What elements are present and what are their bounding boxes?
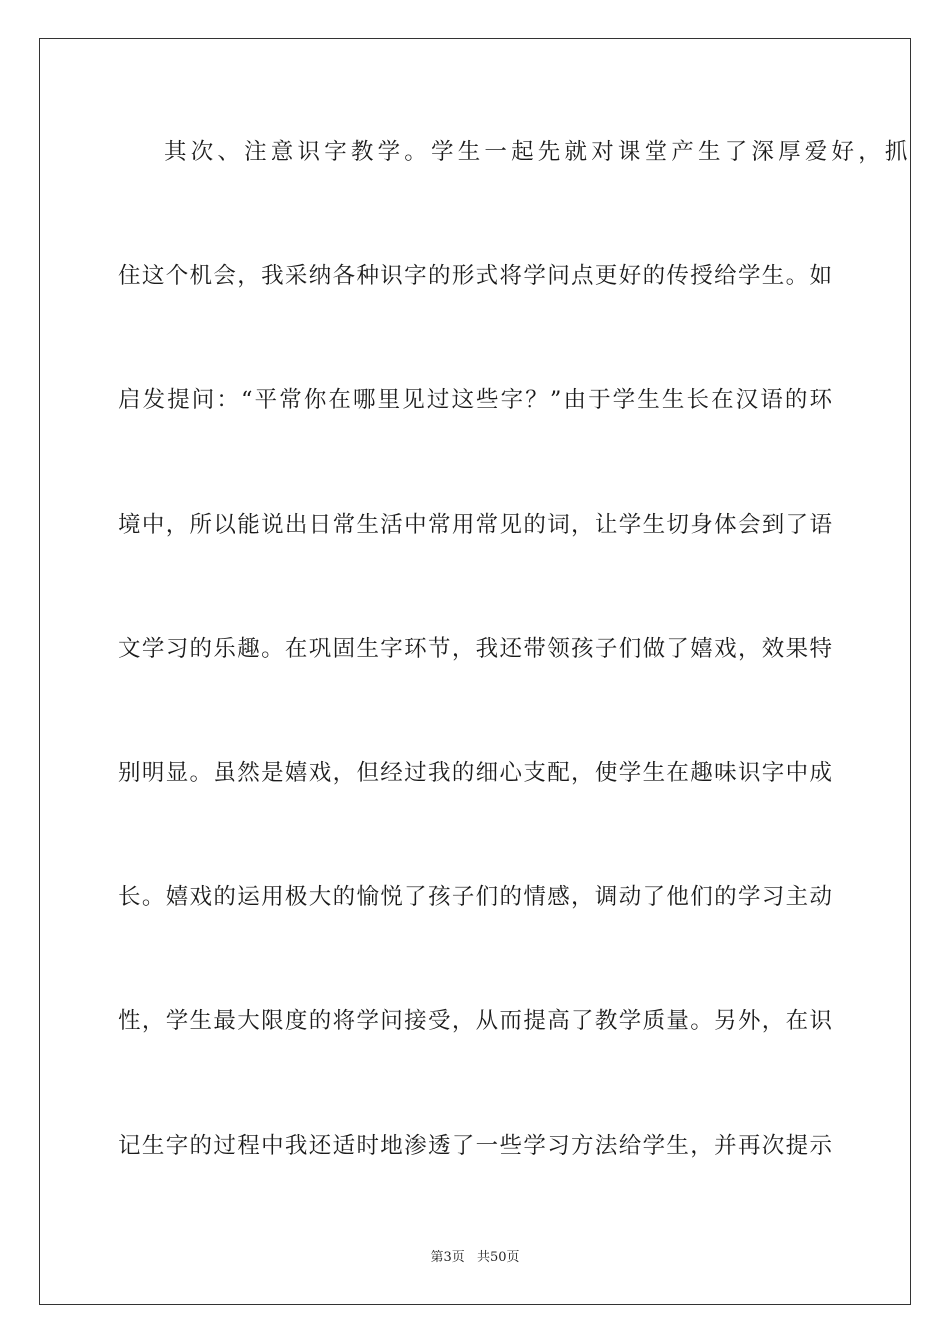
page-number: 第3页: [430, 1250, 465, 1265]
paragraph-line-1: 其次、注意识字教学。学生一起先就对课堂产生了深厚爱好，抓: [164, 139, 912, 165]
paragraph-line-6: 别明显。虽然是嬉戏，但经过我的细心支配，使学生在趣味识字中成: [118, 759, 832, 786]
paragraph-line-4: 境中，所以能说出日常生活中常用常见的词，让学生切身体会到了语: [118, 511, 832, 538]
paragraph-line-5: 文学习的乐趣。在巩固生字环节，我还带领孩子们做了嬉戏，效果特: [118, 635, 832, 662]
paragraph-line-3: 启发提问：“平常你在哪里见过这些字？”由于学生生长在汉语的环: [118, 387, 832, 414]
page-footer: [0, 1246, 950, 1265]
page-total: 共50页: [476, 1250, 520, 1265]
paragraph-line-8: 性，学生最大限度的将学问接受，从而提高了教学质量。另外，在识: [118, 1008, 832, 1035]
paragraph-line-2: 住这个机会，我采纳各种识字的形式将学问点更好的传授给学生。如: [118, 263, 832, 290]
paragraph-line-7: 长。嬉戏的运用极大的愉悦了孩子们的情感，调动了他们的学习主动: [118, 884, 832, 911]
body-text: [118, 122, 912, 1240]
paragraph-line-9: 记生字的过程中我还适时地渗透了一些学习方法给学生，并再次提示: [118, 1132, 832, 1159]
